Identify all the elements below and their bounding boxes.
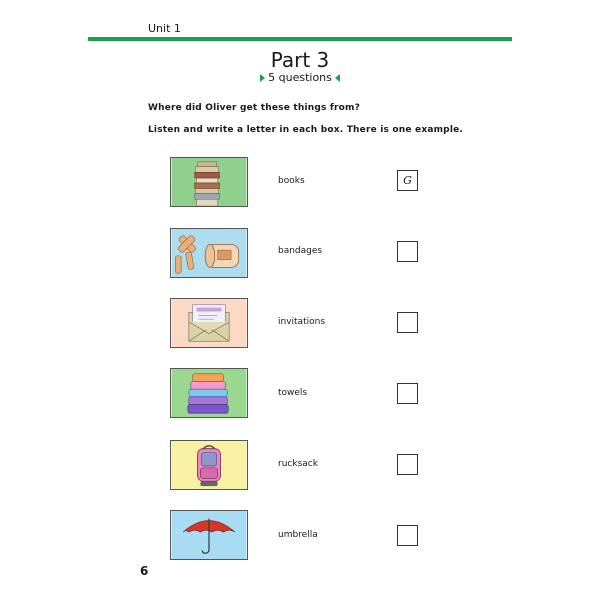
umbrella-picture xyxy=(170,510,248,560)
answer-box-invitations[interactable] xyxy=(397,312,418,333)
answer-box-towels[interactable] xyxy=(397,383,418,404)
answer-box-books[interactable]: G xyxy=(397,170,418,191)
rucksack-picture xyxy=(170,440,248,490)
answer-box-umbrella[interactable] xyxy=(397,525,418,546)
page-title: Part 3 xyxy=(270,48,330,72)
unit-label: Unit 1 xyxy=(148,22,181,35)
word-towels: towels xyxy=(278,388,308,398)
answer-box-rucksack[interactable] xyxy=(397,454,418,475)
header-rule xyxy=(88,37,512,41)
subtitle xyxy=(0,71,600,84)
answer-box-bandages[interactable] xyxy=(397,241,418,262)
word-rucksack: rucksack xyxy=(278,459,318,469)
instruction-task: Listen and write a letter in each box. There is one example. xyxy=(148,125,464,135)
instruction-question: Where did Oliver get these things from? xyxy=(148,103,361,113)
invitations-picture xyxy=(170,298,248,348)
towels-icon xyxy=(171,369,247,417)
subtitle-text: 5 questions xyxy=(268,71,332,84)
word-books: books xyxy=(278,176,305,186)
triangle-right-icon xyxy=(260,74,265,82)
rucksack-icon xyxy=(171,441,247,489)
word-invitations: invitations xyxy=(278,317,326,327)
bandages-icon xyxy=(171,229,247,277)
towels-picture xyxy=(170,368,248,418)
stack-of-books-icon xyxy=(171,158,247,206)
page-number: 6 xyxy=(140,564,149,578)
bandages-picture xyxy=(170,228,248,278)
word-bandages: bandages xyxy=(278,246,323,256)
umbrella-icon xyxy=(171,511,247,559)
word-umbrella: umbrella xyxy=(278,530,318,540)
books-picture xyxy=(170,157,248,207)
triangle-left-icon xyxy=(335,74,340,82)
envelope-icon xyxy=(171,299,247,347)
